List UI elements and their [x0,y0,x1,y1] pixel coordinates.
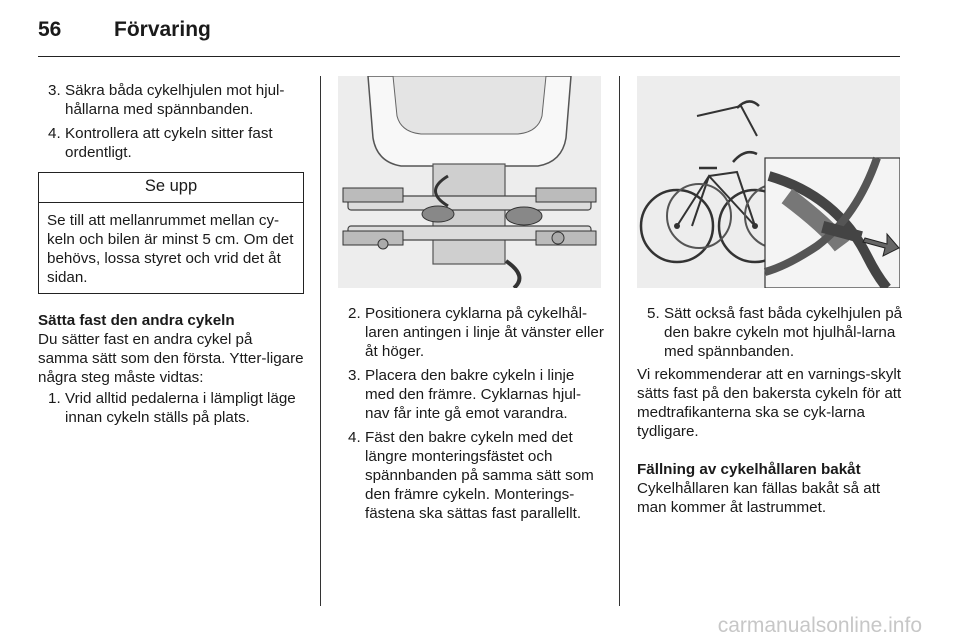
bike-strap-detail-illustration [637,76,900,288]
column-divider-2 [619,76,620,606]
steps-list-bottom [38,389,304,427]
step-text: Vrid alltid pedalerna i lämpligt läge innan cykeln ställs på plats. [65,390,296,426]
caution-box [38,172,304,294]
column-divider-1 [320,76,321,606]
caution-title: Se upp [39,173,303,203]
subheading: Fällning av cykelhållaren bakåt [637,461,861,478]
bike-strap-detail-drawing [637,76,900,288]
step-number: 2. [348,305,361,322]
step-text: Säkra båda cykelhjulen mot hjul-hållarna med spännbanden. [65,82,285,118]
list-item [38,389,304,427]
caution-text: Se till att mellanrummet mellan cy-keln och bilen är minst 5 cm. Om det behövs, lossa styret och vrid det åt sidan. [47,212,294,286]
list-item [338,428,604,523]
step-number: 4. [48,125,61,142]
subheading: Sätta fast den andra cykeln [38,312,235,329]
bike-carrier-top-view-drawing [338,76,601,288]
column-1 [38,81,304,432]
list-item [338,304,604,361]
step-number: 5. [647,305,660,322]
list-item [637,304,905,361]
bike-carrier-top-view-illustration [338,76,601,288]
column-3 [637,304,905,517]
paragraph: Du sätter fast en andra cykel på samma sätt som den första. Ytter-ligare några steg måste vidtas: [38,331,304,386]
list-item [38,124,304,162]
watermark: carmanualsonline.info [717,614,922,637]
list-item [38,81,304,119]
step-text: Kontrollera att cykeln sitter fast ordentligt. [65,125,273,161]
step-text: Sätt också fast båda cykelhjulen på den bakre cykeln mot hjulhål-larna med spännbanden. [664,305,903,360]
step-number: 4. [348,429,361,446]
section-title: Förvaring [114,18,211,41]
paragraph: Cykelhållaren kan fällas bakåt så att man kommer åt lastrummet. [637,480,881,516]
steps-list [338,304,604,523]
steps-list [637,304,905,361]
page-header [38,18,900,58]
page-number: 56 [38,18,62,41]
column-2 [338,304,604,528]
step-number: 3. [348,367,361,384]
step-text: Placera den bakre cykeln i linje med den främre. Cyklarnas hjul-nav får inte gå emot varandra. [365,367,582,422]
step-text: Fäst den bakre cykeln med det längre monteringsfästet och spännbanden på samma sätt som den främre cykeln. Monterings-fästena ska sättas fast parallellt. [365,429,594,522]
list-item [338,366,604,423]
step-number: 1. [48,390,61,407]
steps-list-top [38,81,304,162]
step-text: Positionera cyklarna på cykelhål-laren antingen i linje åt vänster eller åt höger. [365,305,604,360]
step-number: 3. [48,82,61,99]
paragraph: Vi rekommenderar att en varnings-skylt sätts fast på den bakersta cykeln för att medtrafikanterna ska se cyk-larna tydligare. [637,366,902,440]
header-divider [38,56,900,57]
